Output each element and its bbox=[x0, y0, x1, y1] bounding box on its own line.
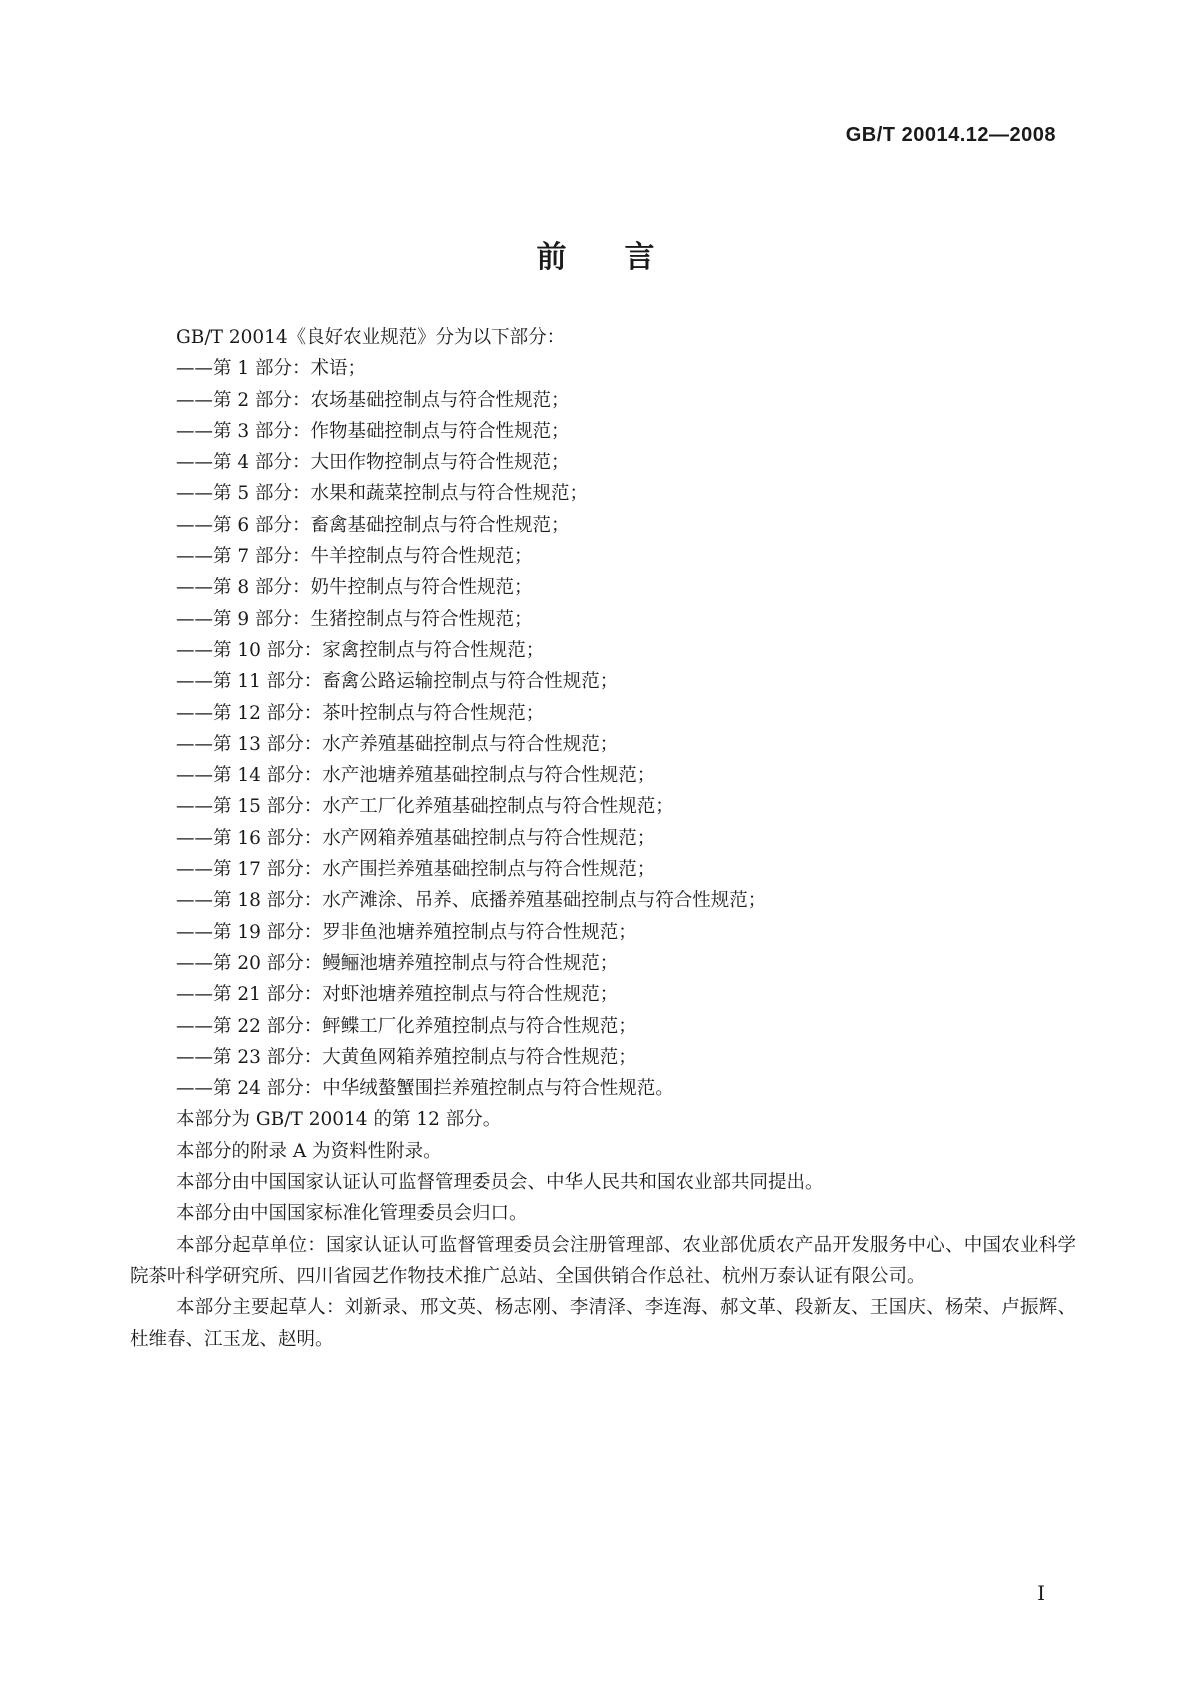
intro-line: GB/T 20014《良好农业规范》分为以下部分： bbox=[176, 327, 566, 348]
parts-list bbox=[130, 353, 1076, 1104]
list-item: ——第 10 部分：家禽控制点与符合性规范； bbox=[176, 639, 545, 661]
drafting-units-paragraph: 本部分起草单位：国家认证认可监督管理委员会注册管理部、农业部优质农产品开发服务中心、中国农业科学院茶叶科学研究所、四川省园艺作物技术推广总站、全国供销合作总社、杭州万泰认证有限公司。 bbox=[130, 1234, 1076, 1287]
list-item: ——第 1 部分：术语； bbox=[176, 358, 367, 380]
list-item: ——第 13 部分：水产养殖基础控制点与符合性规范； bbox=[176, 733, 619, 755]
list-item: ——第 17 部分：水产围拦养殖基础控制点与符合性规范； bbox=[176, 859, 656, 881]
list-item: ——第 18 部分：水产滩涂、吊养、底播养殖基础控制点与符合性规范； bbox=[176, 890, 767, 912]
standard-code: GB/T 20014.12—2008 bbox=[845, 124, 1056, 146]
list-item: ——第 16 部分：水产网箱养殖基础控制点与符合性规范； bbox=[176, 827, 656, 849]
list-item: ——第 19 部分：罗非鱼池塘养殖控制点与符合性规范； bbox=[176, 921, 637, 943]
drafters-paragraph: 本部分主要起草人：刘新录、邢文英、杨志刚、李清泽、李连海、郝文革、段新友、王国庆、杨荣、卢振辉、杜维春、江玉龙、赵明。 bbox=[130, 1297, 1076, 1350]
list-item: ——第 11 部分：畜禽公路运输控制点与符合性规范； bbox=[176, 671, 619, 693]
list-item: ——第 12 部分：茶叶控制点与符合性规范； bbox=[176, 702, 545, 724]
list-item: ——第 20 部分：鳗鲡池塘养殖控制点与符合性规范； bbox=[176, 952, 619, 974]
appendix-statement: 本部分的附录 A 为资料性附录。 bbox=[176, 1140, 442, 1162]
list-item: ——第 14 部分：水产池塘养殖基础控制点与符合性规范； bbox=[176, 765, 656, 787]
list-item: ——第 6 部分：畜禽基础控制点与符合性规范； bbox=[176, 514, 570, 536]
list-item: ——第 2 部分：农场基础控制点与符合性规范； bbox=[176, 389, 570, 411]
centralized-statement: 本部分由中国国家标准化管理委员会归口。 bbox=[176, 1203, 528, 1225]
foreword-body bbox=[130, 322, 1076, 1355]
list-item: ——第 5 部分：水果和蔬菜控制点与符合性规范； bbox=[176, 483, 589, 505]
proposer-statement: 本部分由中国国家认证认可监督管理委员会、中华人民共和国农业部共同提出。 bbox=[176, 1172, 824, 1194]
list-item: ——第 8 部分：奶牛控制点与符合性规范； bbox=[176, 577, 533, 599]
list-item: ——第 9 部分：生猪控制点与符合性规范； bbox=[176, 608, 533, 630]
page-title: 前言 bbox=[536, 240, 713, 275]
page-number: I bbox=[1037, 1581, 1045, 1605]
list-item: ——第 24 部分：中华绒螯蟹围拦养殖控制点与符合性规范。 bbox=[176, 1078, 674, 1100]
list-item: ——第 3 部分：作物基础控制点与符合性规范； bbox=[176, 420, 570, 442]
list-item: ——第 23 部分：大黄鱼网箱养殖控制点与符合性规范； bbox=[176, 1046, 637, 1068]
list-item: ——第 21 部分：对虾池塘养殖控制点与符合性规范； bbox=[176, 984, 619, 1006]
list-item: ——第 4 部分：大田作物控制点与符合性规范； bbox=[176, 452, 570, 474]
list-item: ——第 15 部分：水产工厂化养殖基础控制点与符合性规范； bbox=[176, 796, 674, 818]
list-item: ——第 22 部分：鲆鲽工厂化养殖控制点与符合性规范； bbox=[176, 1015, 637, 1037]
list-item: ——第 7 部分：牛羊控制点与符合性规范； bbox=[176, 546, 533, 568]
part-statement: 本部分为 GB/T 20014 的第 12 部分。 bbox=[176, 1109, 502, 1131]
